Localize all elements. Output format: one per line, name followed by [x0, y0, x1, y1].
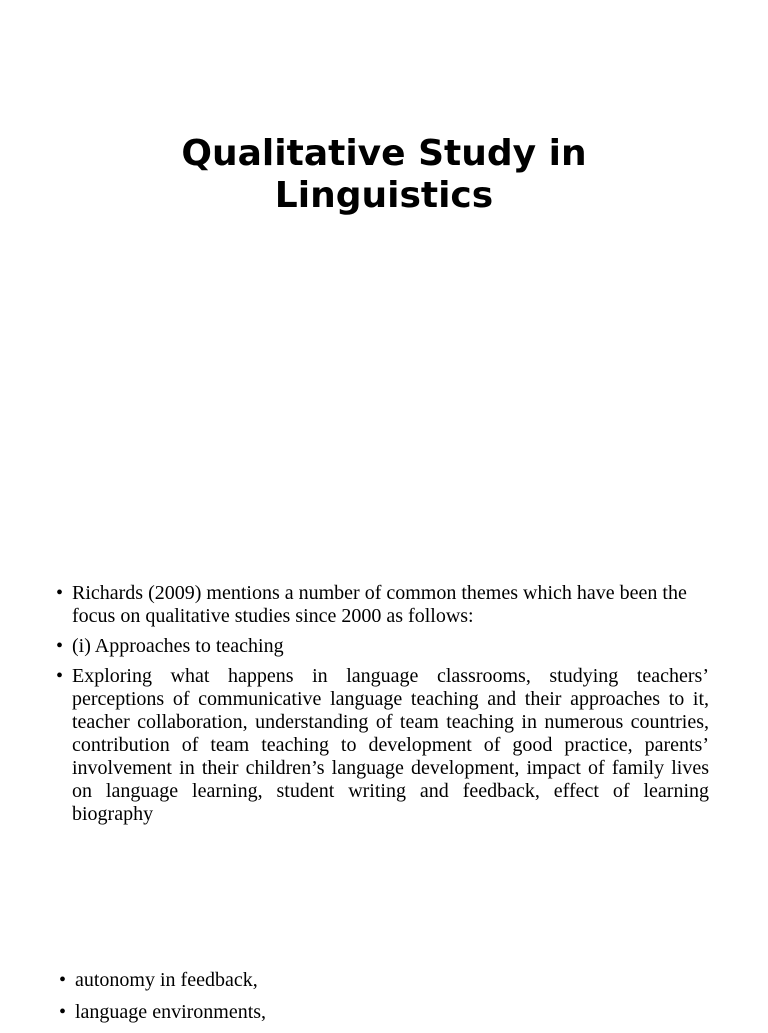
bullet-dot-icon: • [56, 582, 64, 604]
list-item [56, 665, 709, 826]
bullet-dot-icon: • [59, 1001, 67, 1023]
bullet-text: Exploring what happens in language classrooms, studying teachers’ perceptions of communicative language teaching and their approaches to it, teacher collaboration, understanding of team teaching in numerous countries, contribution of team teaching to development of good practice, parents’ involvement in their children’s language development, impact of family lives on language learning, student writing and feedback, effect of learning biography [72, 665, 709, 825]
bullet-text: autonomy in feedback, [75, 969, 258, 991]
bullet-list [56, 582, 709, 833]
list-item [56, 582, 709, 628]
bullet-text: (i) Approaches to teaching [72, 635, 284, 657]
bullet-dot-icon: • [56, 665, 64, 687]
list-item [59, 1001, 709, 1024]
list-item [59, 969, 709, 992]
bullet-dot-icon: • [56, 635, 64, 657]
bullet-list-continued [59, 969, 709, 1033]
bullet-dot-icon: • [59, 969, 67, 991]
bullet-text: language environments, [75, 1001, 267, 1023]
slide-title: Qualitative Study in Linguistics [181, 133, 587, 216]
list-item [56, 635, 709, 658]
bullet-text: Richards (2009) mentions a number of common themes which have been the focus on qualitative studies since 2000 as follows: [72, 582, 687, 627]
